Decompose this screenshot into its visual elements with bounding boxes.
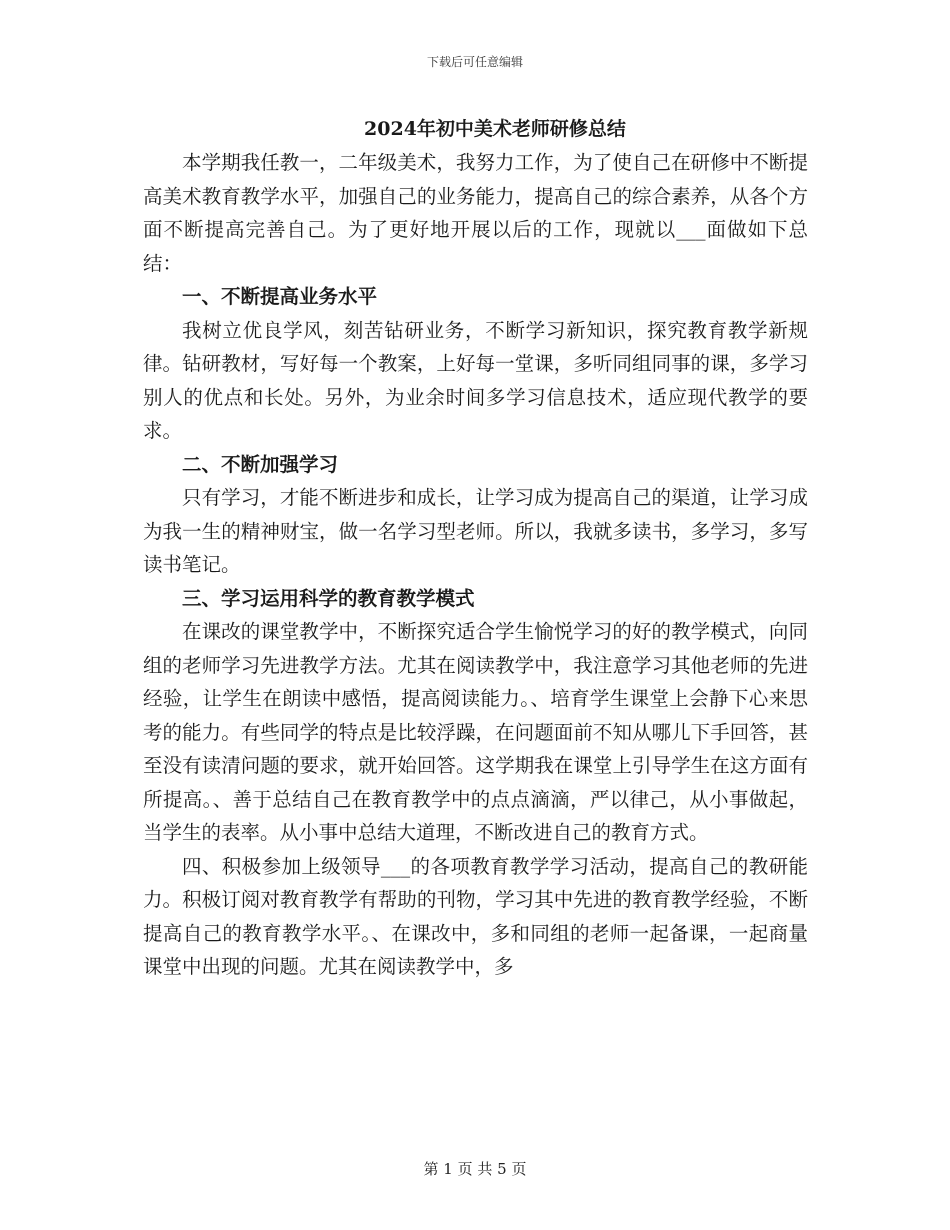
header-note: 下载后可任意编辑: [426, 55, 523, 69]
paragraph-section-4: 四、积极参加上级领导___的各项教育教学学习活动，提高自己的教研能力。积极订阅对教育教学有帮助的刊物，学习其中先进的教育教学经验，不断提高自己的教育教学水平。、在课改中，多和同组的老师一起备课，一起商量课堂中出现的问题。尤其在阅读教学中，多: [143, 854, 808, 978]
document-title: 2024年初中美术老师研修总结: [364, 118, 626, 140]
document-body: [143, 146, 808, 984]
paragraph-section-2: 只有学习，才能不断进步和成长，让学习成为提高自己的渠道，让学习成为我一生的精神财宝，做一名学习型老师。所以，我就多读书，多学习，多写读书笔记。: [143, 486, 808, 576]
section-heading-2: 二、不断加强学习: [182, 452, 339, 476]
page-footer: 第 1 页 共 5 页: [423, 1160, 527, 1178]
paragraph-section-3: 在课改的课堂教学中，不断探究适合学生愉悦学习的好的教学模式，向同组的老师学习先进教学方法。尤其在阅读教学中，我注意学习其他老师的先进经验，让学生在朗读中感悟，提高阅读能力。、培育学生课堂上会静下心来思考的能力。有些同学的特点是比较浮躁，在问题面前不知从哪儿下手回答，甚至没有读清问题的要求，就开始回答。这学期我在课堂上引导学生在这方面有所提高。、善于总结自己在教育教学中的点点滴滴，严以律己，从小事做起，当学生的表率。从小事中总结大道理，不断改进自己的教育方式。: [143, 620, 808, 844]
paragraph-section-1: 我树立优良学风，刻苦钻研业务，不断学习新知识，探究教育教学新规律。钻研教材，写好每一个教案，上好每一堂课，多听同组同事的课，多学习别人的优点和长处。另外，为业余时间多学习信息技术，适应现代教学的要求。: [143, 318, 808, 442]
section-heading-3: 三、学习运用科学的教育教学模式: [182, 586, 475, 610]
section-heading-1: 一、不断提高业务水平: [182, 285, 378, 308]
paragraph-intro: 本学期我任教一，二年级美术，我努力工作，为了使自己在研修中不断提高美术教育教学水平，加强自己的业务能力，提高自己的综合素养，从各个方面不断提高完善自己。为了更好地开展以后的工作，现就以___面做如下总结：: [143, 151, 808, 275]
